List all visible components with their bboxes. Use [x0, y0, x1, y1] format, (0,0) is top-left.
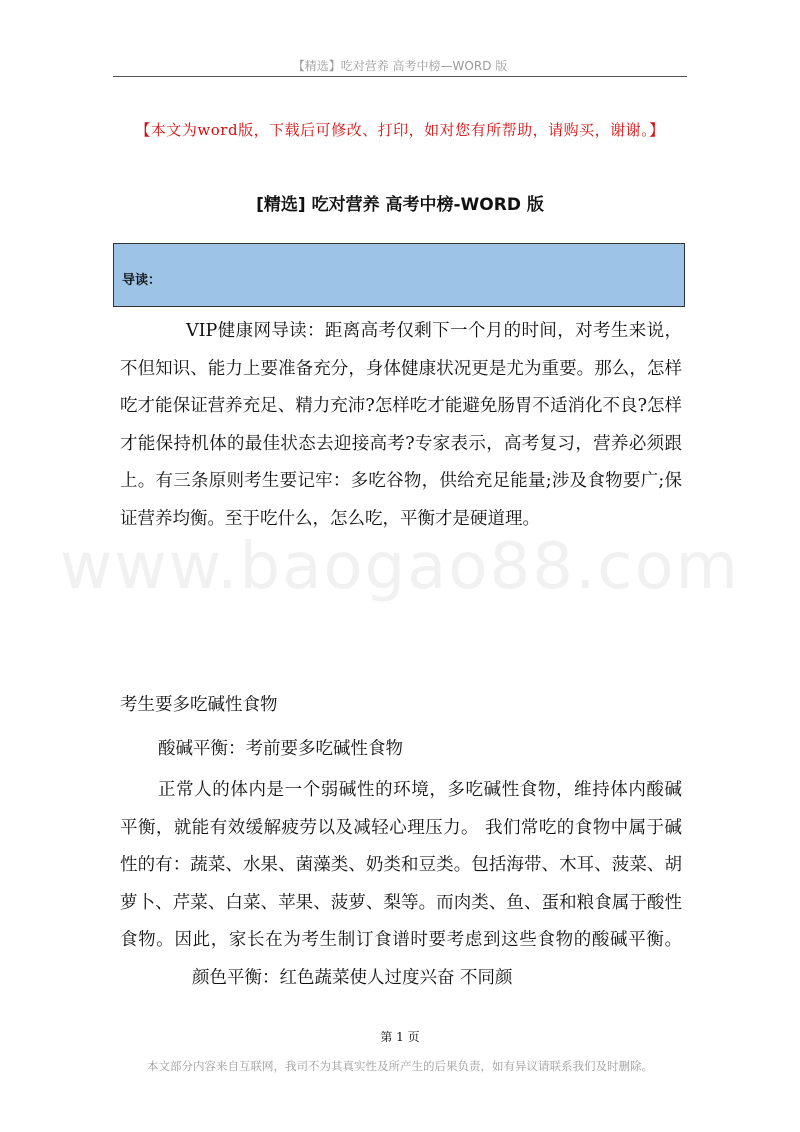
header-divider [113, 76, 687, 77]
running-header: 【精选】吃对营养 高考中榜—WORD 版 [292, 59, 508, 73]
section-heading: 考生要多吃碱性食物 [120, 695, 278, 715]
footer-disclaimer: 本文部分内容来自互联网，我司不为其真实性及所产生的后果负责，如有异议请联系我们及时删除。 [147, 1059, 653, 1073]
guide-box [113, 243, 685, 307]
download-notice: 【本文为word版，下载后可修改、打印，如对您有所帮助，请购买，谢谢。】 [135, 121, 665, 139]
body-paragraph [120, 772, 682, 997]
subheading: 酸碱平衡：考前要多吃碱性食物 [158, 739, 403, 759]
guide-label: 导读： [122, 273, 162, 288]
page-title: [精选] 吃对营养 高考中榜-WORD 版 [256, 195, 544, 215]
body-paragraph-tail: 颜色平衡：红色蔬菜使人过度兴奋 不同颜 [192, 967, 513, 988]
page-number: 第 1 页 [380, 1030, 420, 1044]
intro-paragraph: VIP健康网导读：距离高考仅剩下一个月的时间，对考生来说，不但知识、能力上要准备充分，身体健康状况更是尤为重要。那么，怎样吃才能保证营养充足、精力充沛?怎样吃才能避免肠胃不适消化不良?怎样才能保持机体的最佳状态去迎接高考?专家表示，高考复习，营养必须跟上。有三条原则考生要记牢：多吃谷物，供给充足能量;涉及食物要广;保证营养均衡。至于吃什么，怎么吃，平衡才是硬道理。 [120, 321, 682, 529]
body-paragraph-main: 正常人的体内是一个弱碱性的环境，多吃碱性食物，维持体内酸碱平衡，就能有效缓解疲劳以及减轻心理压力。 我们常吃的食物中属于碱性的有：蔬菜、水果、菌藻类、奶类和豆类。包括海带、木耳、菠菜、胡萝卜、芹菜、白菜、苹果、菠萝、梨等。而肉类、鱼、蛋和粮食属于酸性食物。因此，家长在为考生制订食谱时要考虑到这些食物的酸碱平衡。 [120, 780, 682, 950]
watermark: www.baogao88.com [60, 530, 740, 604]
